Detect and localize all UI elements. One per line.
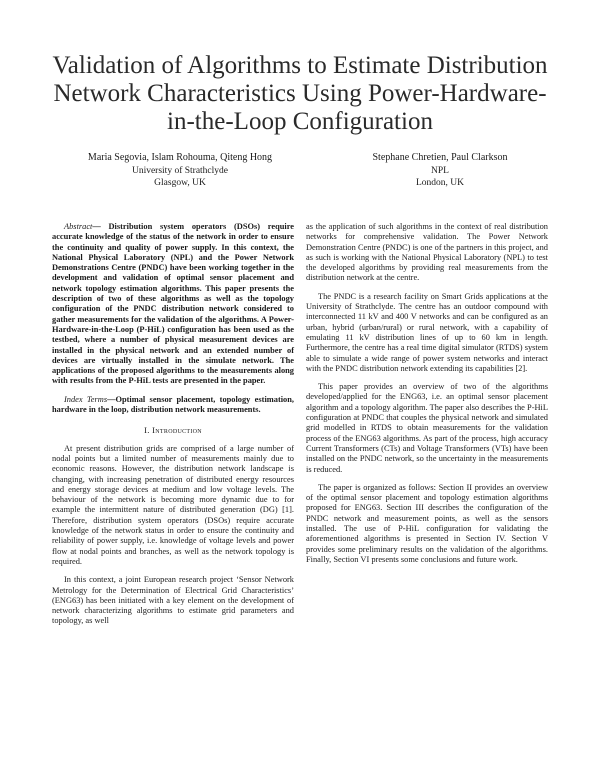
abstract-text: — Distribution system operators (DSOs) require accurate knowledge of the status of the network in order to ensure the continuity and quality of power supply. In this context, the National Physical Laboratory (NPL) and the Power Network Demonstrations Centre (PNDC) have been working together in the development and validation of optimal sensor placement and network topology estimation algorithms. This paper presents the description of two of these algorithms as well as the topology configuration of the PNDC distribution network considered to gather measurements for the validation of the algorithms. A Power-Hardware-in-the-Loop (P-HiL) configuration has been used as the testbed, where a number of physical measurement devices are installed in the physical network and an extended number of devices are virtually installed in the simulate network. The applications of the proposed algorithms to the measurements along with results from the P-HiL tests are presented in the paper. [52, 222, 294, 386]
author-location: Glasgow, UK [154, 178, 206, 188]
body-paragraph: The paper is organized as follows: Section II provides an overview of the optimal sensor placement and topology estimation algorithms proposed for ENG63. Section III describes the configuration of the PNDC network and measurement points, as well as the sensors installed. The use of P-HiL configuration for validating the aforementioned algorithms is presented in Section IV. Section V provides some preliminary results on the validation of the algorithms. Finally, Section VI presents some conclusions and future work. [306, 482, 548, 564]
index-terms-text: —Optimal sensor placement, topology estimation, hardware in the loop, distribution network measurements. [52, 394, 294, 415]
body-paragraph: In this context, a joint European research project ‘Sensor Network Metrology for the Determination of Electrical Grid Characteristics’ (ENG63) has been initiated with a key element on the development of network characterizing algorithms to estimate grid parameters and topology, as well [52, 575, 294, 626]
author-location: London, UK [415, 178, 465, 188]
author-block-right [320, 152, 560, 190]
author-affiliation: NPL [431, 165, 449, 176]
left-column [52, 222, 294, 635]
author-affiliation: University of Strathclyde [131, 165, 229, 176]
section-title: Introduction [152, 425, 202, 436]
index-terms [52, 395, 294, 416]
paper-title: Validation of Algorithms to Estimate Distribution Network Characteristics Using Power-Hardware-in-the-Loop Configuration [52, 52, 548, 135]
body-paragraph: This paper provides an overview of two of the algorithms developed/applied for the ENG63, i.e. an optimal sensor placement algorithm and a topology algorithm. The paper also describes the P-HiL configuration at PNDC that couples the physical network and simulated grid modelled in RTDS to obtain measurements for the validation process of the ENG63 algorithms. As part of the process, high accuracy Current Transformers (CTs) and Voltage Transformers (VTs) have been installed on the PNDC network, so the uncertainty in the measurements is reduced. [306, 382, 548, 474]
author-names: Maria Segovia, Islam Rohouma, Qiteng Hong [87, 152, 273, 163]
author-names: Stephane Chretien, Paul Clarkson [372, 152, 508, 163]
abstract [52, 222, 294, 387]
body-paragraph: The PNDC is a research facility on Smart Grids applications at the University of Strathclyde. The centre has an outdoor compound with interconnected 11 kV and 400 V networks and can be configured as an urban, hybrid (urban/rural) or rural network, with a capability of emulating 11 kV distribution lines of up to 60 km in length. Furthermore, the centre has a real time digital simulator (RTDS) system able to simulate a wide range of power system networks and interact with the PNDC distribution network extending its capabilities [2]. [306, 291, 548, 373]
body-paragraph: At present distribution grids are comprised of a large number of nodal points but a limited number of measurements mainly due to economic reasons. However, the distribution network landscape is changing, with increasing penetration of distributed energy resources and energy storage devices at medium and low voltage levels. The behaviour of the network is becoming more dynamic due to for example the intermittent nature of distributed generation (DG) [1]. Therefore, distribution system operators (DSOs) require accurate knowledge of the network status in order to ensure the continuity and reliability of power supply, i.e. knowledge of voltage levels and power flow at nodal points and branches, as well as the network topology is required. [52, 443, 294, 566]
section-numeral: I. [144, 425, 150, 436]
section-heading-introduction [52, 425, 294, 435]
abstract-lead: Abstract [64, 222, 93, 231]
index-terms-lead: Index Terms [64, 394, 108, 404]
body-paragraph: as the application of such algorithms in the context of real distribution networks for comprehensive validation. The Power Network Demonstration Centre (PNDC) is one of the partners in this project, and as such is working with the National Physical Laboratory (NPL) to test the developed algorithms by providing real measurements from the distribution network at the centre. [306, 222, 548, 283]
right-column [306, 222, 548, 573]
author-block-left [60, 152, 300, 190]
